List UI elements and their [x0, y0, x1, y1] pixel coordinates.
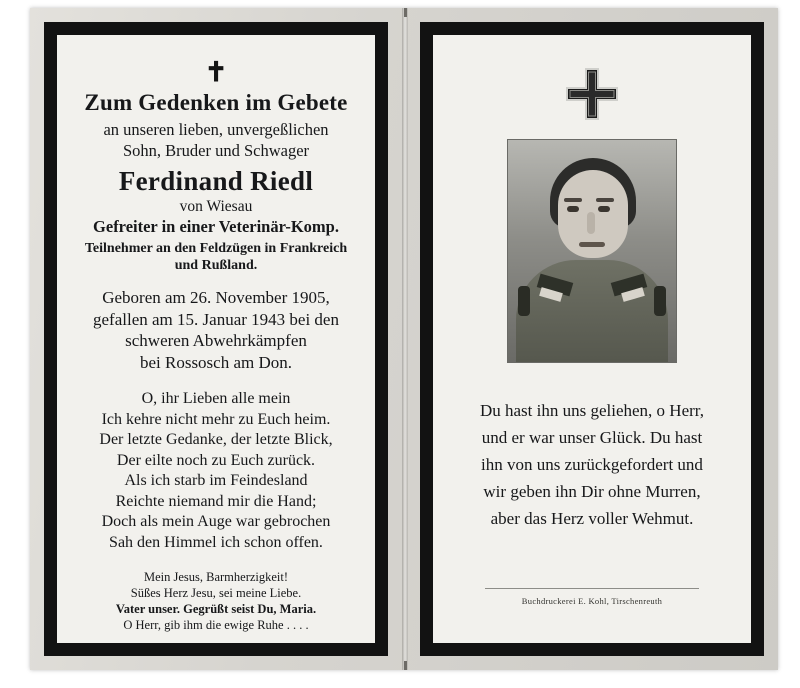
verse-line: Du hast ihn uns geliehen, o Herr,: [479, 401, 705, 420]
memorial-headline: Zum Gedenken im Gebete: [84, 90, 348, 115]
cross-icon: ✝: [204, 57, 228, 87]
prayer-line: Vater unser. Gegrüßt seist Du, Maria.: [115, 602, 317, 616]
fold-mark-top: [404, 8, 407, 17]
portrait-photo: [507, 139, 677, 363]
verse-line: und er war unser Glück. Du hast: [481, 428, 703, 447]
memorial-poem: [71, 389, 361, 553]
imprint-divider: [485, 588, 700, 589]
life-dates-line: bei Rossosch am Don.: [139, 352, 293, 372]
memorial-verse: [447, 397, 737, 532]
life-dates-line: Geboren am 26. November 1905,: [102, 288, 330, 307]
photo-eye-right: [598, 206, 610, 212]
verse-line: wir geben ihn Dir ohne Murren,: [483, 482, 701, 501]
poem-line: Doch als mein Auge war gebrochen: [101, 513, 331, 530]
poem-line: Ich kehre nicht mehr zu Euch heim.: [101, 410, 331, 428]
life-dates: [71, 287, 361, 373]
dedication-line-1: an unseren lieben, unvergeßlichen: [103, 120, 329, 139]
life-dates-line: gefallen am 15. Januar 1943 bei den: [93, 309, 339, 329]
prayer-line: O Herr, gib ihm die ewige Ruhe . . . .: [123, 618, 309, 632]
life-dates-line: schweren Abwehrkämpfen: [125, 331, 307, 350]
poem-line: Sah den Himmel ich schon offen.: [109, 533, 323, 551]
photo-nose: [587, 212, 595, 234]
poem-line: Der eilte noch zu Euch zurück.: [116, 451, 316, 469]
photo-eye-left: [567, 206, 579, 212]
fold-mark-bottom: [404, 661, 407, 670]
left-panel-content: [57, 35, 375, 643]
campaign-line-2: und Rußland.: [174, 258, 258, 273]
deceased-origin: von Wiesau: [179, 198, 253, 215]
campaign-line-1: Teilnehmer an den Feldzügen in Frankreich: [84, 241, 348, 256]
prayer-block: [71, 569, 361, 633]
photo-shoulder-left: [518, 286, 530, 316]
photo-brow-right: [596, 198, 614, 202]
printer-imprint: Buchdruckerei E. Kohl, Tirschenreuth: [521, 596, 663, 606]
dedication-text: [71, 119, 361, 161]
center-fold: [402, 8, 408, 670]
right-panel-content: [433, 35, 751, 643]
left-panel: [44, 22, 388, 656]
photo-mouth: [579, 242, 605, 247]
photo-brow-left: [564, 198, 582, 202]
photo-shoulder-right: [654, 286, 666, 316]
poem-line: Als ich starb im Feindesland: [124, 472, 308, 489]
deceased-name: Ferdinand Riedl: [118, 166, 314, 196]
prayer-line: Süßes Herz Jesu, sei meine Liebe.: [130, 586, 302, 600]
military-rank: Gefreiter in einer Veterinär-Komp.: [93, 217, 339, 236]
right-panel: [420, 22, 764, 656]
prayer-line: Mein Jesus, Barmherzigkeit!: [143, 570, 289, 584]
poem-line: Reichte niemand mir die Hand;: [115, 492, 317, 510]
poem-line: O, ihr Lieben alle mein: [141, 390, 291, 407]
verse-line: ihn von uns zurückgefordert und: [481, 455, 703, 474]
campaign-text: [71, 240, 361, 274]
verse-line: aber das Herz voller Wehmut.: [490, 509, 694, 528]
photo-uniform: [516, 260, 668, 362]
dedication-line-2: Sohn, Bruder und Schwager: [122, 141, 310, 160]
poem-line: Der letzte Gedanke, der letzte Blick,: [99, 431, 333, 448]
iron-cross-icon: [447, 67, 737, 121]
card-sheet: [30, 8, 778, 670]
